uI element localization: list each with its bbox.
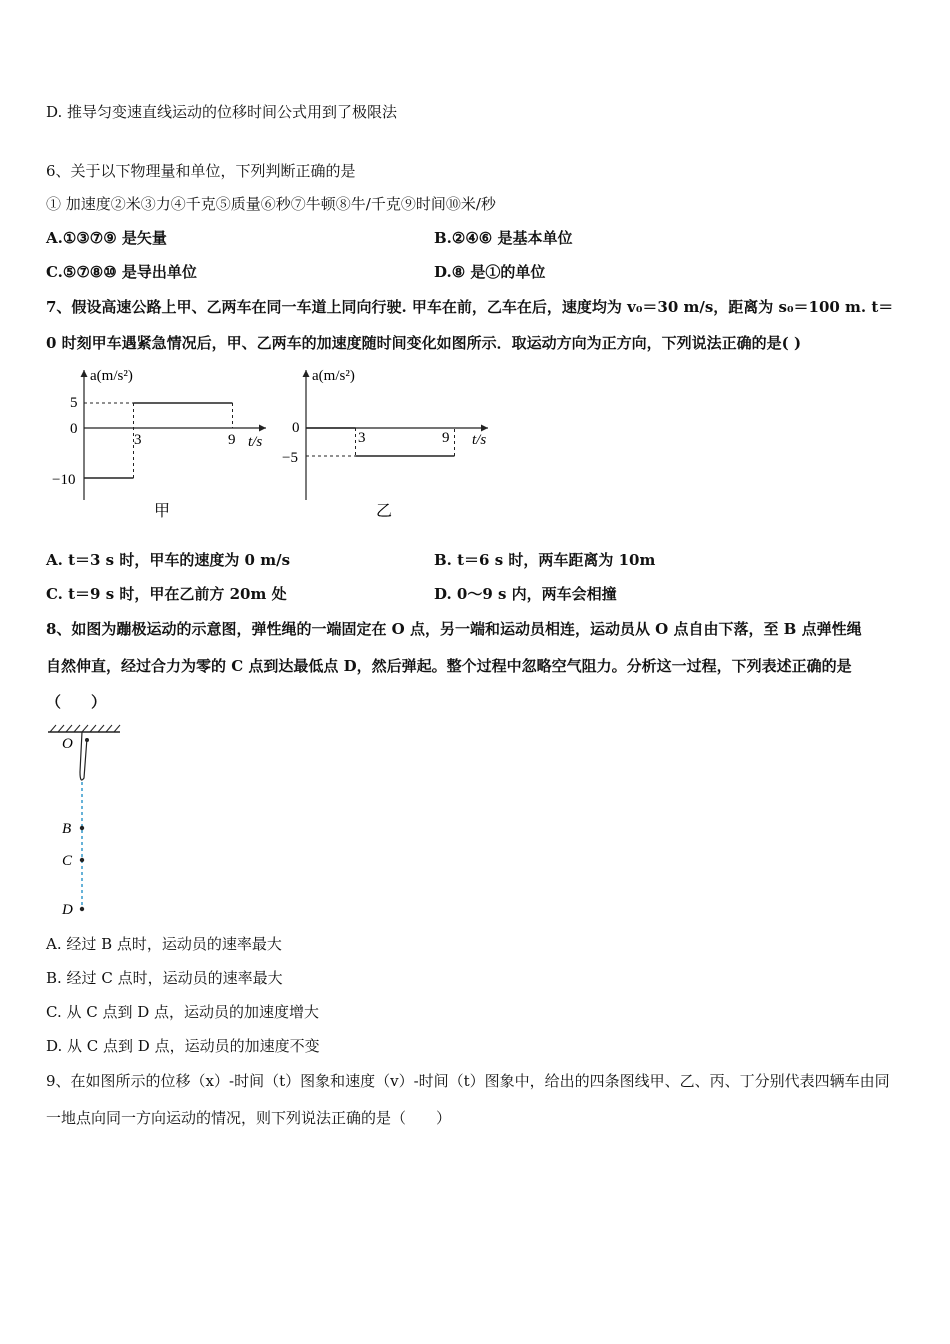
point-d-dot (80, 907, 84, 911)
q8-stem-2: 自然伸直，经过合力为零的 C 点到达最低点 D，然后弹起。整个过程中忽略空气阻力。分析这一过程，下列表述正确的是 (46, 657, 852, 675)
figure-caption: 乙 (376, 503, 393, 520)
tick-x-9: 9 (442, 430, 450, 446)
q8-option-c: C. 从 C 点到 D 点，运动员的加速度增大 (46, 1003, 320, 1021)
q9-stem-1: 9、在如图所示的位移（x）-时间（t）图象和速度（v）-时间（t）图象中，给出的四条图线甲、乙、丙、丁分别代表四辆车由同 (46, 1072, 890, 1090)
figure-caption: 甲 (154, 503, 171, 520)
figure-yi (270, 364, 500, 524)
q8-option-d: D. 从 C 点到 D 点，运动员的加速度不变 (46, 1037, 320, 1055)
y-axis-label: a(m/s²) (90, 368, 133, 384)
bungee-diagram (44, 722, 134, 922)
label-o: O (62, 736, 73, 752)
q6-option-d: D.⑧ 是①的单位 (434, 263, 546, 281)
point-c-dot (80, 858, 84, 862)
q7-option-a: A. t＝3 s 时，甲车的速度为 0 m/s (46, 551, 291, 569)
tick-y-0: 0 (70, 421, 78, 437)
q7-stem-2: 0 时刻甲车遇紧急情况后，甲、乙两车的加速度随时间变化如图所示．取运动方向为正方向，下列说法正确的是( ) (46, 334, 802, 352)
label-c: C (62, 853, 73, 869)
q8-stem-3: （ ） (46, 693, 107, 711)
label-b: B (62, 821, 72, 837)
plot-lines (84, 403, 233, 478)
q7-option-d: D. 0～9 s 内，两车会相撞 (434, 585, 617, 603)
tick-y-0: 0 (292, 420, 300, 436)
q8-option-a: A. 经过 B 点时，运动员的速率最大 (46, 935, 282, 953)
point-b-dot (80, 826, 84, 830)
q6-option-c: C.⑤⑦⑧⑩ 是导出单位 (46, 263, 197, 281)
ceiling-hatch (50, 725, 120, 732)
q6-stem: 6、关于以下物理量和单位，下列判断正确的是 (46, 162, 356, 180)
q6-option-b: B.②④⑥ 是基本单位 (434, 229, 573, 247)
point-o-dot (85, 738, 89, 742)
label-d: D (62, 902, 73, 918)
q9-stem-2: 一地点向同一方向运动的情况，则下列说法正确的是（ ） (46, 1109, 452, 1127)
q5-option-d: D. 推导匀变速直线运动的位移时间公式用到了极限法 (46, 103, 398, 121)
figure-jia (48, 364, 278, 524)
q7-option-c: C. t＝9 s 时，甲在乙前方 20m 处 (46, 585, 287, 603)
plot-lines (306, 428, 455, 456)
q7-stem-1: 7、假设高速公路上甲、乙两车在同一车道上同向行驶. 甲车在前，乙车在后，速度均为 v₀＝30 m/s，距离为 s₀＝100 m. t＝ (46, 298, 894, 316)
q6-list: ① 加速度②米③力④千克⑤质量⑥秒⑦牛顿⑧牛/千克⑨时间⑩米/秒 (46, 195, 496, 213)
x-axis-label: t/s (248, 434, 263, 450)
q8-option-b: B. 经过 C 点时，运动员的速率最大 (46, 969, 283, 987)
q7-option-b: B. t＝6 s 时，两车距离为 10m (434, 551, 656, 569)
q6-option-a: A.①③⑦⑨ 是矢量 (46, 229, 167, 247)
x-axis-label: t/s (472, 432, 487, 448)
q8-stem-1: 8、如图为蹦极运动的示意图，弹性绳的一端固定在 O 点，另一端和运动员相连，运动员从 O 点自由下落，至 B 点弹性绳 (46, 620, 862, 638)
tick-x-9: 9 (228, 432, 236, 448)
tick-y-neg5: −5 (282, 450, 298, 466)
tick-y-5: 5 (70, 395, 78, 411)
tick-x-3: 3 (134, 432, 142, 448)
tick-y-neg10: −10 (52, 472, 76, 488)
tick-x-3: 3 (358, 430, 366, 446)
y-axis-label: a(m/s²) (312, 368, 355, 384)
